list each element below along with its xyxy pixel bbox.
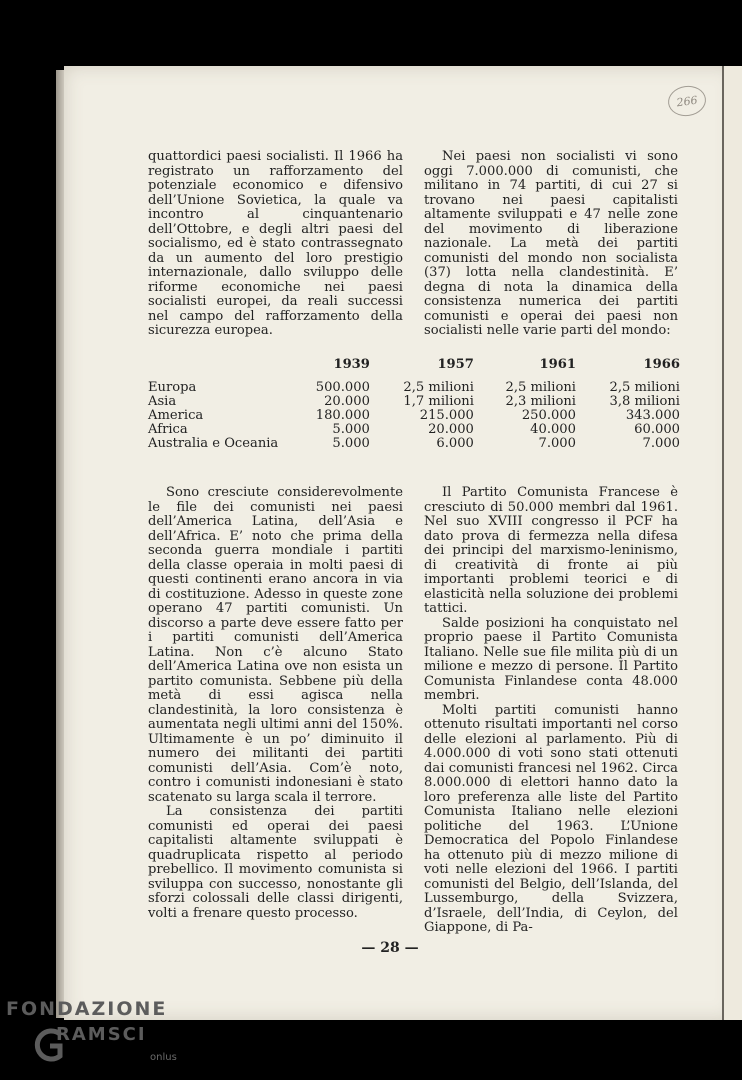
table-row — [148, 437, 680, 451]
table-cell: 2,5 milioni — [403, 380, 474, 395]
table-cell: 180.000 — [315, 408, 370, 423]
page-number: — 28 — — [361, 940, 419, 956]
next-page-edge — [722, 66, 742, 1020]
paragraph: Il Partito Comunista Francese è cresciuto di 50.000 membri dal 1961. Nel suo XVIII congresso il PCF ha dato prova di fermezza nella difesa dei principi del marxismo-leninismo, di creatività di fronte ai più importanti problemi teorici e di elasticità nella soluzione dei problemi tattici. — [424, 485, 678, 616]
text-column-bottom-left — [148, 486, 403, 921]
table-cell: 7.000 — [538, 436, 576, 451]
table-cell-region: Europa — [148, 380, 197, 395]
paragraph: Molti partiti comunisti hanno ottenuto risultati importanti nel corso delle elezioni al parlamento. Più di 4.000.000 di voti sono stati ottenuti dai comunisti francesi nel 1962. Circa 8.000.000 di elettori hanno dato la loro preferenza alle liste del Partito Comunista Italiano nelle elezioni politiche del 1963. L’Unione Democratica del Popolo Finlandese ha ottenuto più di mezzo milione di voti nelle elezioni del 1966. I partiti comunisti del Belgio, dell’Islanda, del Lussemburgo, della Svizzera, d’Israele, dell’India, di Ceylon, del Giappone, di Pa- — [424, 702, 678, 935]
table-header-region — [148, 358, 316, 381]
table-cell: 2,3 milioni — [505, 394, 576, 409]
archive-stamp: 266 — [666, 84, 708, 119]
table-cell: 7.000 — [642, 436, 680, 451]
table-cell: 40.000 — [530, 422, 576, 437]
table-cell: 1,7 milioni — [403, 394, 474, 409]
text-column-top-right — [424, 150, 678, 339]
paragraph: La consistenza dei partiti comunisti ed operai dei paesi capitalisti altamente sviluppati è quadruplicata rispetto al periodo prebellico. Il movimento comunista si sviluppa con successo, nonostante gli sforzi colossali delle classi dirigenti, volti a frenare questo processo. — [148, 804, 403, 921]
table-header-1966: 1966 — [643, 357, 680, 372]
text-column-top-left — [148, 150, 403, 339]
table-cell: 500.000 — [315, 380, 370, 395]
table-row — [148, 395, 680, 409]
table-cell: 5.000 — [332, 422, 370, 437]
paragraph: Sono cresciute considerevolmente le file dei comunisti nei paesi dell’America Latina, dell’Asia e dell’Africa. E’ noto che prima della seconda guerra mondiale i partiti della classe operaia in molti paesi di questi continenti erano ancora in via di costituzione. Adesso in queste zone operano 47 partiti comunisti. Un discorso a parte deve essere fatto per i partiti comunisti dell’America Latina. Non c’è alcuno Stato dell’America Latina ove non esista un partito comunista. Sebbene più della metà di essi agisca nella clandestinità, la loro consistenza è aumentata negli ultimi anni del 150%. Ultimamente è un po’ diminuito il numero dei militanti dei partiti comunisti dell’Asia. Com’è noto, contro i comunisti indonesiani è stato scatenato su larga scala il terrore. — [148, 485, 403, 805]
table-cell: 20.000 — [324, 394, 370, 409]
table-cell: 5.000 — [332, 436, 370, 451]
table-row — [148, 409, 680, 423]
table-cell: 60.000 — [634, 422, 680, 437]
table-header-1961: 1961 — [539, 357, 576, 372]
paragraph: Salde posizioni ha conquistato nel proprio paese il Partito Comunista Italiano. Nelle sue file milita più di un milione e mezzo di persone. Il Partito Comunista Finlandese conta 48.000 membri. — [424, 615, 678, 703]
membership-table — [148, 358, 680, 451]
table-header-1939: 1939 — [333, 357, 370, 372]
table-row — [148, 423, 680, 437]
table-header-1957: 1957 — [437, 357, 474, 372]
table-cell-region: America — [148, 408, 204, 423]
logo-text-line1: FONDAZIONE — [6, 998, 168, 1020]
table-cell-region: Asia — [148, 394, 177, 409]
table-cell: 3,8 milioni — [609, 394, 680, 409]
table-cell: 2,5 milioni — [505, 380, 576, 395]
logo-subtext: onlus — [150, 1052, 177, 1063]
table-header-row — [148, 358, 680, 381]
table-row — [148, 381, 680, 395]
paragraph: quattordici paesi socialisti. Il 1966 ha registrato un rafforzamento del potenziale economico e difensivo dell’Unione Sovietica, la quale va incontro al cinquantenario dell’Ottobre, e degli altri paesi del socialismo, ed è stato contrassegnato da un aumento del loro prestigio internazionale, dallo sviluppo delle riforme economiche nei paesi socialisti europei, da reali successi nel campo del rafforzamento della sicurezza europea. — [148, 149, 403, 338]
table-cell: 343.000 — [625, 408, 680, 423]
text-column-bottom-right — [424, 486, 678, 936]
paragraph: Nei paesi non socialisti vi sono oggi 7.000.000 di comunisti, che militano in 74 partiti, di cui 27 si trovano nei paesi capitalisti altamente sviluppati e 47 nelle zone del movimento di liberazione nazionale. La metà dei partiti comunisti del mondo non socialista (37) lotta nella clandestinità. E’ degna di nota la dinamica della consistenza numerica dei partiti comunisti e operai dei paesi non socialisti nelle varie parti del mondo: — [424, 149, 678, 338]
table-cell: 250.000 — [521, 408, 576, 423]
table-cell: 2,5 milioni — [609, 380, 680, 395]
fondazione-gramsci-logo — [6, 996, 206, 1076]
table-cell: 20.000 — [428, 422, 474, 437]
table-cell-region: Africa — [148, 422, 188, 437]
logo-text-line2: RAMSCI — [56, 1024, 147, 1045]
table-cell: 215.000 — [419, 408, 474, 423]
table-cell: 6.000 — [436, 436, 474, 451]
table-cell-region: Australia e Oceania — [148, 436, 279, 451]
